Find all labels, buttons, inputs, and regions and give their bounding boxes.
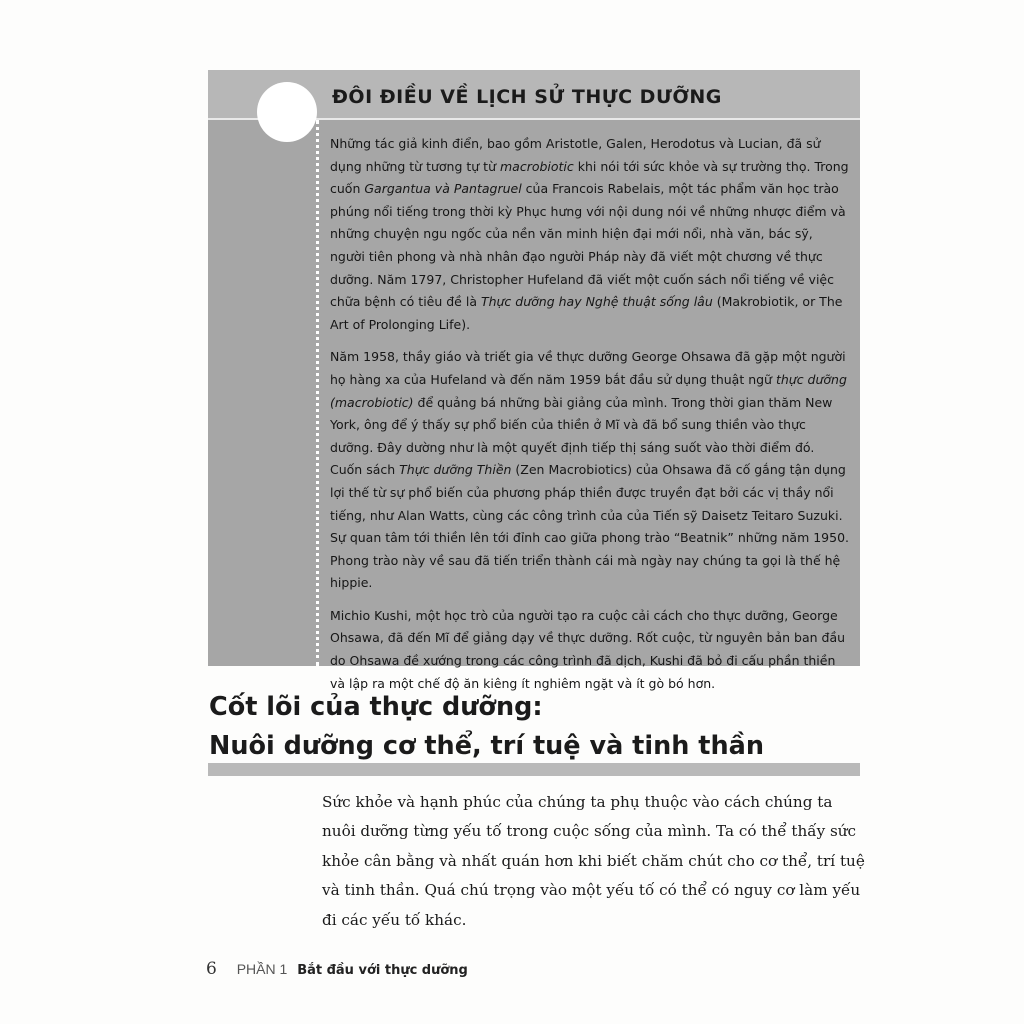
history-sidebar [208,70,860,691]
page-footer [206,959,468,979]
italic-text: thực dưỡng (macrobiotic) [330,371,847,410]
sidebar-body [330,133,850,705]
heading-line-2: Nuôi dưỡng cơ thể, trí tuệ và tinh thần [209,731,764,761]
sidebar-paragraph [330,346,850,595]
text-run: (Zen Macrobiotics) của Ohsawa đã cố gắng tận dụng lợi thế từ sự phổ biến của phương pháp thiền được truyền đạt bởi các vị thầy nổi tiếng, như Alan Watts, cùng các công trình của của Tiến sỹ Daisetz Teitaro Suzuki. Sự quan tâm tới thiền lên tới đỉnh cao giữa phong trào “Beatnik” những năm 1950. Phong trào này về sau đã tiến triển thành cái mà ngày nay chúng ta gọi là thế hệ hippie. [330,462,850,591]
italic-text: macrobiotic [499,158,574,174]
italic-text: Thực dưỡng hay Nghệ thuật sống lâu [480,294,713,310]
chapter-title: Bắt đầu với thực dưỡng [297,963,468,978]
dotted-divider [316,120,319,666]
body-paragraph: Sức khỏe và hạnh phúc của chúng ta phụ thuộc vào cách chúng ta nuôi dưỡng từng yếu tố trong cuộc sống của mình. Ta có thể thấy sức khỏe cân bằng và nhất quán hơn khi biết chăm chút cho cơ thể, trí tuệ và tinh thần. Quá chú trọng vào một yếu tố có thể có nguy cơ làm yếu đi các yếu tố khác. [322,793,865,929]
text-run: Những tác giả kinh điển, bao gồm Aristotle, Galen, Herodotus và Lucian, đã sử dụng những từ tương tự từ [330,136,821,174]
section-heading [209,688,849,766]
text-run: (Makrobiotik, or The Art of Prolonging Life). [330,294,843,332]
italic-text: Thực dưỡng Thiền [399,462,512,478]
sidebar-title: ĐÔI ĐIỀU VỀ LỊCH SỬ THỰC DƯỠNG [332,86,722,108]
text-run: Năm 1958, thầy giáo và triết gia về thực dưỡng George Ohsawa đã gặp một người họ hàng xa của Hufeland và đến năm 1959 bắt đầu sử dụng thuật ngữ [330,349,846,387]
text-run: để quảng bá những bài giảng của mình. Trong thời gian thăm New York, ông để ý thấy sự phổ biến của thiền ở Mĩ và đã bổ sung thiền vào thực dưỡng. Đây dường như là một quyết định tiếp thị sáng suốt vào thời điểm đó. Cuốn sách [330,394,833,478]
page-number: 6 [206,959,217,979]
sidebar-circle-ornament [257,82,317,142]
text-run: khi nói tới sức khỏe và sự trường thọ. Trong cuốn [330,158,849,197]
sidebar-paragraph [330,133,850,336]
part-label: PHẦN 1 [236,961,288,977]
text-run: Michio Kushi, một học trò của người tạo ra cuộc cải cách cho thực dưỡng, George Ohsawa, đã đến Mĩ để giảng dạy về thực dưỡng. Rốt cuộc, từ nguyên bản ban đầu do Ohsawa đề xướng trong các công trình đã dịch, Kushi đã bỏ đi cấu phần thiền và lập ra một chế độ ăn kiêng ít nghiêm ngặt và ít gò bó hơn. [330,607,846,691]
italic-text: Gargantua và Pantagruel [364,181,522,197]
text-run: của Francois Rabelais, một tác phẩm văn học trào phúng nổi tiếng trong thời kỳ Phục hưng với nội dung nói về những nhược điểm và những chuyện ngu ngốc của nền văn minh hiện đại mới nổi, nhà văn, bác sỹ, người tiên phong và nhà nhân đạo người Pháp này đã viết một chương về thực dưỡng. Năm 1797, Christopher Hufeland đã viết một cuốn sách nổi tiếng về việc chữa bệnh có tiêu đề là [330,181,846,310]
sidebar-paragraph [330,605,850,695]
heading-line-1: Cốt lõi của thực dưỡng: [209,692,543,722]
